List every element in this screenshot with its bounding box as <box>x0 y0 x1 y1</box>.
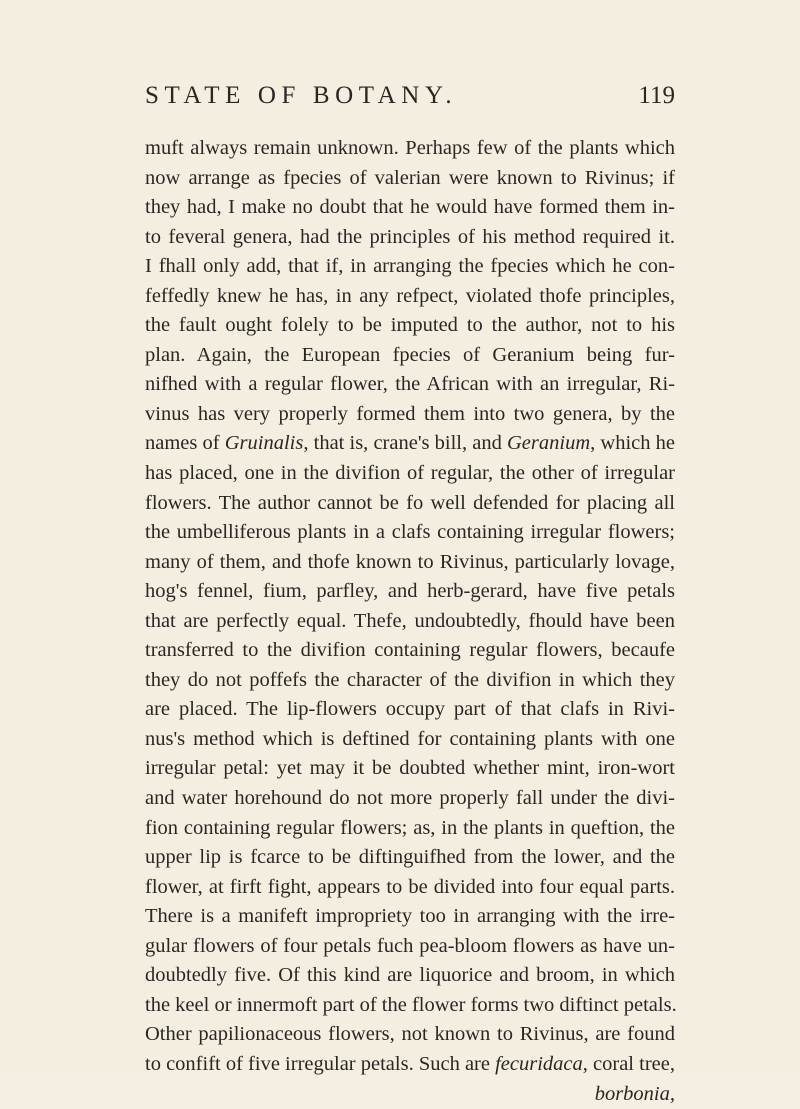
text-run: transferred to the divifion containing regular flowers, becaufe <box>145 639 675 661</box>
text-line <box>145 311 675 341</box>
text-run: flower, at firft fight, appears to be divided into four equal parts. <box>145 876 675 898</box>
text-line <box>145 1050 675 1080</box>
body-text <box>145 134 675 1109</box>
text-line <box>145 607 675 637</box>
text-line <box>145 873 675 903</box>
text-line <box>145 843 675 873</box>
text-line <box>145 577 675 607</box>
text-line <box>145 961 675 991</box>
text-run: they had, I make no doubt that he would have formed them in- <box>145 196 675 218</box>
text-run: vinus has very properly formed them into two genera, by the <box>145 403 675 425</box>
text-line <box>145 548 675 578</box>
text-line <box>145 164 675 194</box>
running-head <box>145 78 675 114</box>
text-run: , that is, crane's bill, and <box>303 432 507 454</box>
text-run: the fault ought folely to be imputed to the author, not to his <box>145 314 675 336</box>
text-run: nifhed with a regular flower, the African with an irregular, Ri- <box>145 373 675 395</box>
text-line <box>145 400 675 430</box>
italic-term: Geranium <box>507 432 590 454</box>
text-run: and water horehound do not more properly fall under the divi- <box>145 787 675 809</box>
text-line <box>145 991 675 1021</box>
text-run: names of <box>145 432 225 454</box>
text-run: feffedly knew he has, in any refpect, violated thofe principles, <box>145 285 675 307</box>
text-run: plan. Again, the European fpecies of Geranium being fur- <box>145 344 675 366</box>
text-line <box>145 754 675 784</box>
text-line <box>145 932 675 962</box>
text-line <box>145 518 675 548</box>
text-run: now arrange as fpecies of valerian were known to Rivinus; if <box>145 167 675 189</box>
text-line <box>145 252 675 282</box>
text-run: has placed, one in the divifion of regular, the other of irregular <box>145 462 675 484</box>
text-run: muft always remain unknown. Perhaps few of the plants which <box>145 137 675 159</box>
text-line <box>145 341 675 371</box>
text-run: , which he <box>590 432 675 454</box>
text-run: they do not poffefs the character of the divifion in which they <box>145 669 675 691</box>
text-run: gular flowers of four petals fuch pea-bloom flowers as have un- <box>145 935 675 957</box>
text-run: to feveral genera, had the principles of his method required it. <box>145 226 675 248</box>
text-run: hog's fennel, fium, parfley, and herb-gerard, have five petals <box>145 580 675 602</box>
text-line <box>145 1020 675 1050</box>
text-run: to confift of five irregular petals. Such are <box>145 1053 495 1075</box>
text-line <box>145 134 675 164</box>
text-line <box>145 223 675 253</box>
text-line <box>145 489 675 519</box>
text-run: doubtedly five. Of this kind are liquorice and broom, in which <box>145 964 675 986</box>
italic-term: fecuridaca <box>495 1053 583 1075</box>
text-line <box>145 282 675 312</box>
text-line <box>145 636 675 666</box>
page-number: 119 <box>638 78 675 114</box>
text-run: irregular petal: yet may it be doubted whether mint, iron-wort <box>145 757 675 779</box>
text-line <box>145 814 675 844</box>
text-run: are placed. The lip-flowers occupy part of that clafs in Rivi- <box>145 698 675 720</box>
text-run: There is a manifeft impropriety too in arranging with the irre- <box>145 905 675 927</box>
text-run: fion containing regular flowers; as, in the plants in queftion, the <box>145 817 675 839</box>
text-line <box>145 193 675 223</box>
text-line <box>145 666 675 696</box>
text-run: nus's method which is deftined for containing plants with one <box>145 728 675 750</box>
text-run: the umbelliferous plants in a clafs containing irregular flowers; <box>145 521 675 543</box>
text-line <box>145 429 675 459</box>
text-line <box>145 725 675 755</box>
running-title: STATE OF BOTANY. <box>145 78 457 114</box>
text-line <box>145 695 675 725</box>
text-run: Other papilionaceous flowers, not known to Rivinus, are found <box>145 1023 675 1045</box>
text-run: I fhall only add, that if, in arranging the fpecies which he con- <box>145 255 675 277</box>
catchword: borbonia, <box>145 1080 675 1109</box>
text-line <box>145 370 675 400</box>
text-line <box>145 902 675 932</box>
text-run: that are perfectly equal. Thefe, undoubtedly, fhould have been <box>145 610 675 632</box>
text-run: , coral tree, <box>583 1053 675 1075</box>
text-run: upper lip is fcarce to be diftinguifhed from the lower, and the <box>145 846 675 868</box>
text-run: the keel or innermoft part of the flower forms two diftinct petals. <box>145 994 677 1016</box>
text-run: many of them, and thofe known to Rivinus, particularly lovage, <box>145 551 675 573</box>
text-line <box>145 459 675 489</box>
italic-term: Gruinalis <box>225 432 304 454</box>
text-line <box>145 784 675 814</box>
text-run: flowers. The author cannot be fo well defended for placing all <box>145 492 675 514</box>
